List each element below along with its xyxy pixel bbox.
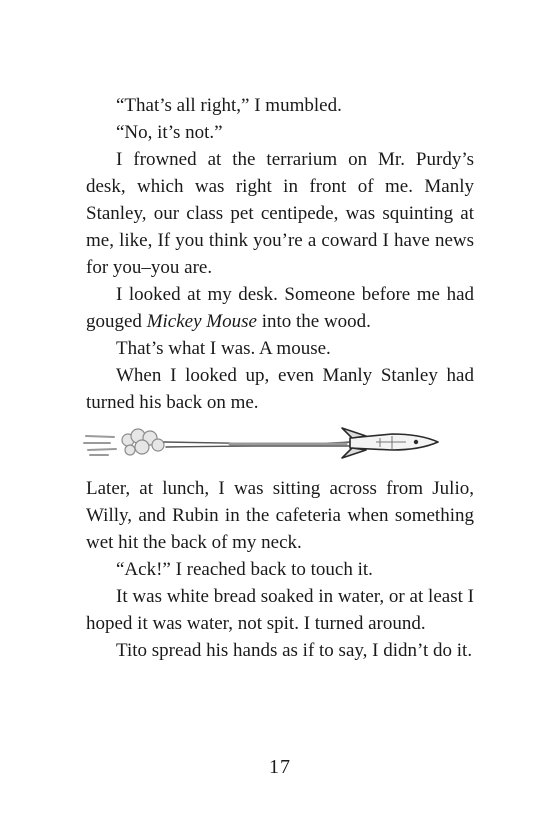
paragraph: I frowned at the terrarium on Mr. Purdy’s desk, which was right in front of me. Manly Stanley, our class pet centipede, was squinting at me, like, If you think you’re a coward I have news for you–you are. (86, 149, 474, 278)
page-number: 17 (269, 756, 291, 778)
rocket-doodle-icon (80, 422, 480, 467)
italic-title: Mickey Mouse (146, 311, 257, 332)
paragraph: “That’s all right,” I mumbled. (116, 95, 342, 116)
page-body (86, 92, 474, 664)
paragraph-text: into the wood. (256, 311, 371, 332)
paragraph-gouged (86, 281, 474, 335)
paragraph-text: I looked at my desk. Someone before me (116, 284, 440, 305)
paragraph: “No, it’s not.” (116, 122, 223, 143)
paragraph: Tito spread his hands as if to say, I didn’t do it. (116, 640, 473, 661)
paragraph: That’s what I was. A mouse. (116, 338, 331, 359)
paragraph: “Ack!” I reached back to touch it. (116, 559, 373, 580)
paragraph-text: had gouged (86, 284, 474, 332)
paragraph: Later, at lunch, I was sitting across from Julio, Willy, and Rubin in the cafeteria when something wet hit the back of my neck. (86, 478, 474, 553)
paragraph: When I looked up, even Manly Stanley had turned his back on me. (86, 365, 474, 413)
paragraph: It was white bread soaked in water, or at least I hoped it was water, not spit. I turned around. (86, 586, 474, 634)
